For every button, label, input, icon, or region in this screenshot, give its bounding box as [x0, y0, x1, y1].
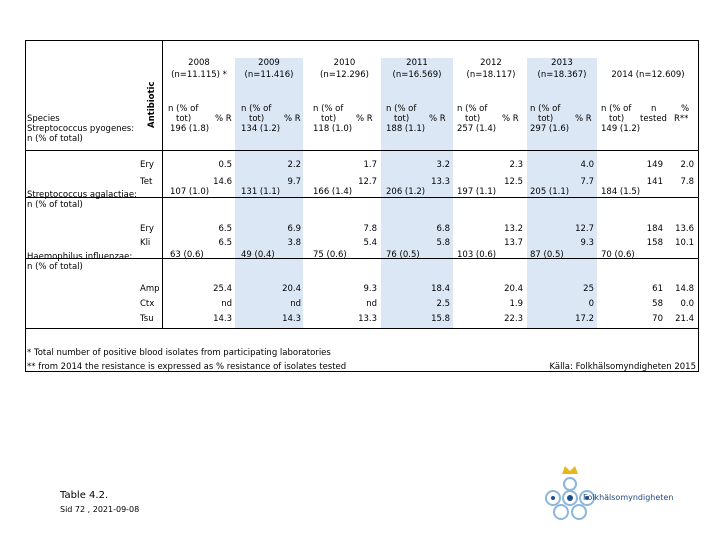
- resistance-2010: 12.7: [358, 177, 377, 187]
- resistance-2010: 1.7: [363, 160, 377, 170]
- subhead-pct: %: [681, 104, 690, 114]
- resistance-2014: 14.8: [675, 284, 694, 294]
- subhead-r-star: R**: [674, 114, 689, 124]
- resistance-2010: 9.3: [363, 284, 377, 294]
- resistance-2012: 13.7: [504, 238, 523, 248]
- subhead-n: n (% of: [601, 104, 632, 114]
- resistance-2008: nd: [221, 299, 232, 309]
- subhead-r: % R: [356, 114, 373, 124]
- year-2010: 2010: [333, 58, 356, 68]
- year-2008: 2008: [188, 58, 210, 68]
- subhead-n: n (% of: [313, 104, 344, 114]
- subhead-r: % R: [502, 114, 519, 124]
- species-n-2008: 63 (0.6): [170, 250, 204, 260]
- subhead-tot: tot): [321, 114, 337, 124]
- subhead-n: n (% of: [386, 104, 417, 114]
- resistance-2014: 10.1: [675, 238, 694, 248]
- antibiotic-label: Ery: [140, 224, 154, 234]
- species-n-2014: 149 (1.2): [601, 124, 641, 134]
- resistance-2012: 1.9: [509, 299, 523, 309]
- resistance-2014: 0.0: [680, 299, 694, 309]
- species-n-2012: 197 (1.1): [457, 187, 497, 197]
- resistance-2013: 0: [588, 299, 594, 309]
- resistance-2013: 12.7: [575, 224, 594, 234]
- year-2009: 2009: [258, 58, 280, 68]
- resistance-2013: 7.7: [580, 177, 594, 187]
- resistance-2012: 20.4: [504, 284, 523, 294]
- species-n-2013: 297 (1.6): [530, 124, 570, 134]
- antibiotic-label: Ctx: [140, 299, 155, 309]
- resistance-2014: 2.0: [680, 160, 694, 170]
- agency-name: Folkhälsomyndigheten: [583, 493, 674, 502]
- species-n-2013: 87 (0.5): [530, 250, 564, 260]
- resistance-2009: nd: [290, 299, 301, 309]
- subhead-tot: tot): [465, 114, 481, 124]
- footnote-total: * Total number of positive blood isolates from participating laboratories: [27, 348, 331, 358]
- antibiotic-label: Amp: [140, 284, 160, 294]
- resistance-2011: 6.8: [436, 224, 450, 234]
- resistance-2009: 2.2: [287, 160, 301, 170]
- subhead-tot: tot): [249, 114, 265, 124]
- year-2010-n: (n=12.296): [320, 70, 369, 80]
- resistance-2008: 14.6: [213, 177, 232, 187]
- species-n-2009: 134 (1.2): [241, 124, 281, 134]
- resistance-2008: 25.4: [213, 284, 232, 294]
- species-n-2009: 131 (1.1): [241, 187, 281, 197]
- resistance-2012: 13.2: [504, 224, 523, 234]
- species-n-2010: 166 (1.4): [313, 187, 353, 197]
- subhead-r: % R: [575, 114, 592, 124]
- subhead-tot: tot): [394, 114, 410, 124]
- resistance-2010: 5.4: [363, 238, 377, 248]
- subhead-r: % R: [429, 114, 446, 124]
- subhead-n-tested: n: [651, 104, 657, 114]
- subhead-r: % R: [215, 114, 232, 124]
- resistance-2011: 2.5: [436, 299, 450, 309]
- resistance-2009: 3.8: [287, 238, 301, 248]
- subhead-tot: tot): [609, 114, 625, 124]
- species-name: Haemophilus influenzae:: [27, 252, 133, 262]
- resistance-2012: 2.3: [509, 160, 523, 170]
- year-2011-n: (n=16.569): [392, 70, 442, 80]
- resistance-2011: 5.8: [436, 238, 450, 248]
- year-2013-n: (n=18.367): [537, 70, 587, 80]
- column-line: [162, 40, 163, 328]
- species-n-2008: 107 (1.0): [170, 187, 210, 197]
- subhead-tot: tot): [538, 114, 554, 124]
- resistance-2011: 3.2: [436, 160, 450, 170]
- species-n-2014: 184 (1.5): [601, 187, 641, 197]
- species-n-2011: 206 (1.2): [386, 187, 426, 197]
- year-2012: 2012: [480, 58, 502, 68]
- year-2011: 2011: [406, 58, 428, 68]
- tested-2014: 58: [652, 299, 663, 309]
- resistance-2008: 6.5: [218, 238, 232, 248]
- tested-2014: 61: [652, 284, 663, 294]
- resistance-2008: 14.3: [213, 314, 232, 324]
- antibiotic-label: Tet: [140, 177, 153, 187]
- subhead-n: n (% of: [530, 104, 561, 114]
- year-2008-n: (n=11.115) *: [171, 70, 227, 80]
- subhead-n: n (% of: [241, 104, 272, 114]
- species-n-2014: 70 (0.6): [601, 250, 635, 260]
- year-2009-n: (n=11.416): [244, 70, 294, 80]
- resistance-2010: nd: [366, 299, 377, 309]
- subhead-r: % R: [284, 114, 301, 124]
- species-header: Species: [27, 114, 60, 124]
- resistance-2011: 15.8: [431, 314, 450, 324]
- species-n-2008: 196 (1.8): [170, 124, 210, 134]
- resistance-2008: 6.5: [218, 224, 232, 234]
- resistance-2013: 4.0: [580, 160, 594, 170]
- resistance-2013: 17.2: [575, 314, 594, 324]
- resistance-2012: 22.3: [504, 314, 523, 324]
- resistance-2011: 18.4: [431, 284, 450, 294]
- resistance-2009: 6.9: [287, 224, 301, 234]
- year-2013: 2013: [551, 58, 573, 68]
- subhead-n: n (% of: [457, 104, 488, 114]
- species-name: Streptococcus pyogenes:: [27, 124, 135, 134]
- species-n-2012: 103 (0.6): [457, 250, 497, 260]
- species-n-2011: 188 (1.1): [386, 124, 426, 134]
- resistance-2010: 7.8: [363, 224, 377, 234]
- antibiotic-label: Ery: [140, 160, 154, 170]
- resistance-2009: 20.4: [282, 284, 301, 294]
- resistance-2014: 21.4: [675, 314, 694, 324]
- resistance-2008: 0.5: [218, 160, 232, 170]
- species-sub: n (% of total): [27, 134, 83, 144]
- tested-2014: 184: [646, 224, 663, 234]
- resistance-2014: 13.6: [675, 224, 694, 234]
- slide-id: Sid 72 , 2021-09-08: [60, 505, 140, 514]
- subhead-tested: tested: [640, 114, 667, 124]
- species-n-2010: 118 (1.0): [313, 124, 353, 134]
- tested-2014: 149: [646, 160, 663, 170]
- row-line: [25, 150, 699, 151]
- agency-logo: [535, 460, 715, 530]
- tested-2014: 70: [652, 314, 663, 324]
- antibiotic-header: Antibiotic: [147, 81, 157, 128]
- row-line: [25, 328, 699, 329]
- species-n-2011: 76 (0.5): [386, 250, 420, 260]
- species-sub: n (% of total): [27, 200, 83, 210]
- resistance-2012: 12.5: [504, 177, 523, 187]
- species-n-2013: 205 (1.1): [530, 187, 570, 197]
- resistance-2009: 14.3: [282, 314, 301, 324]
- resistance-2009: 9.7: [287, 177, 301, 187]
- year-2012-n: (n=18.117): [466, 70, 516, 80]
- year-2014-header: 2014 (n=12.609): [611, 70, 685, 80]
- species-n-2012: 257 (1.4): [457, 124, 497, 134]
- source-note: Källa: Folkhälsomyndigheten 2015: [549, 362, 696, 372]
- table-caption: Table 4.2.: [60, 490, 109, 501]
- resistance-2014: 7.8: [680, 177, 694, 187]
- resistance-2013: 9.3: [580, 238, 594, 248]
- resistance-2011: 13.3: [431, 177, 450, 187]
- resistance-2013: 25: [583, 284, 594, 294]
- footnote-resistance: ** from 2014 the resistance is expressed as % resistance of isolates tested: [27, 362, 347, 372]
- species-n-2010: 75 (0.6): [313, 250, 347, 260]
- tested-2014: 158: [646, 238, 663, 248]
- subhead-n: n (% of: [168, 104, 199, 114]
- resistance-2010: 13.3: [358, 314, 377, 324]
- species-name: Streptococcus agalactiae:: [27, 190, 137, 200]
- antibiotic-label: Kli: [140, 238, 151, 248]
- tested-2014: 141: [646, 177, 663, 187]
- species-n-2009: 49 (0.4): [241, 250, 275, 260]
- species-sub: n (% of total): [27, 262, 83, 272]
- subhead-tot: tot): [176, 114, 192, 124]
- antibiotic-label: Tsu: [140, 314, 154, 324]
